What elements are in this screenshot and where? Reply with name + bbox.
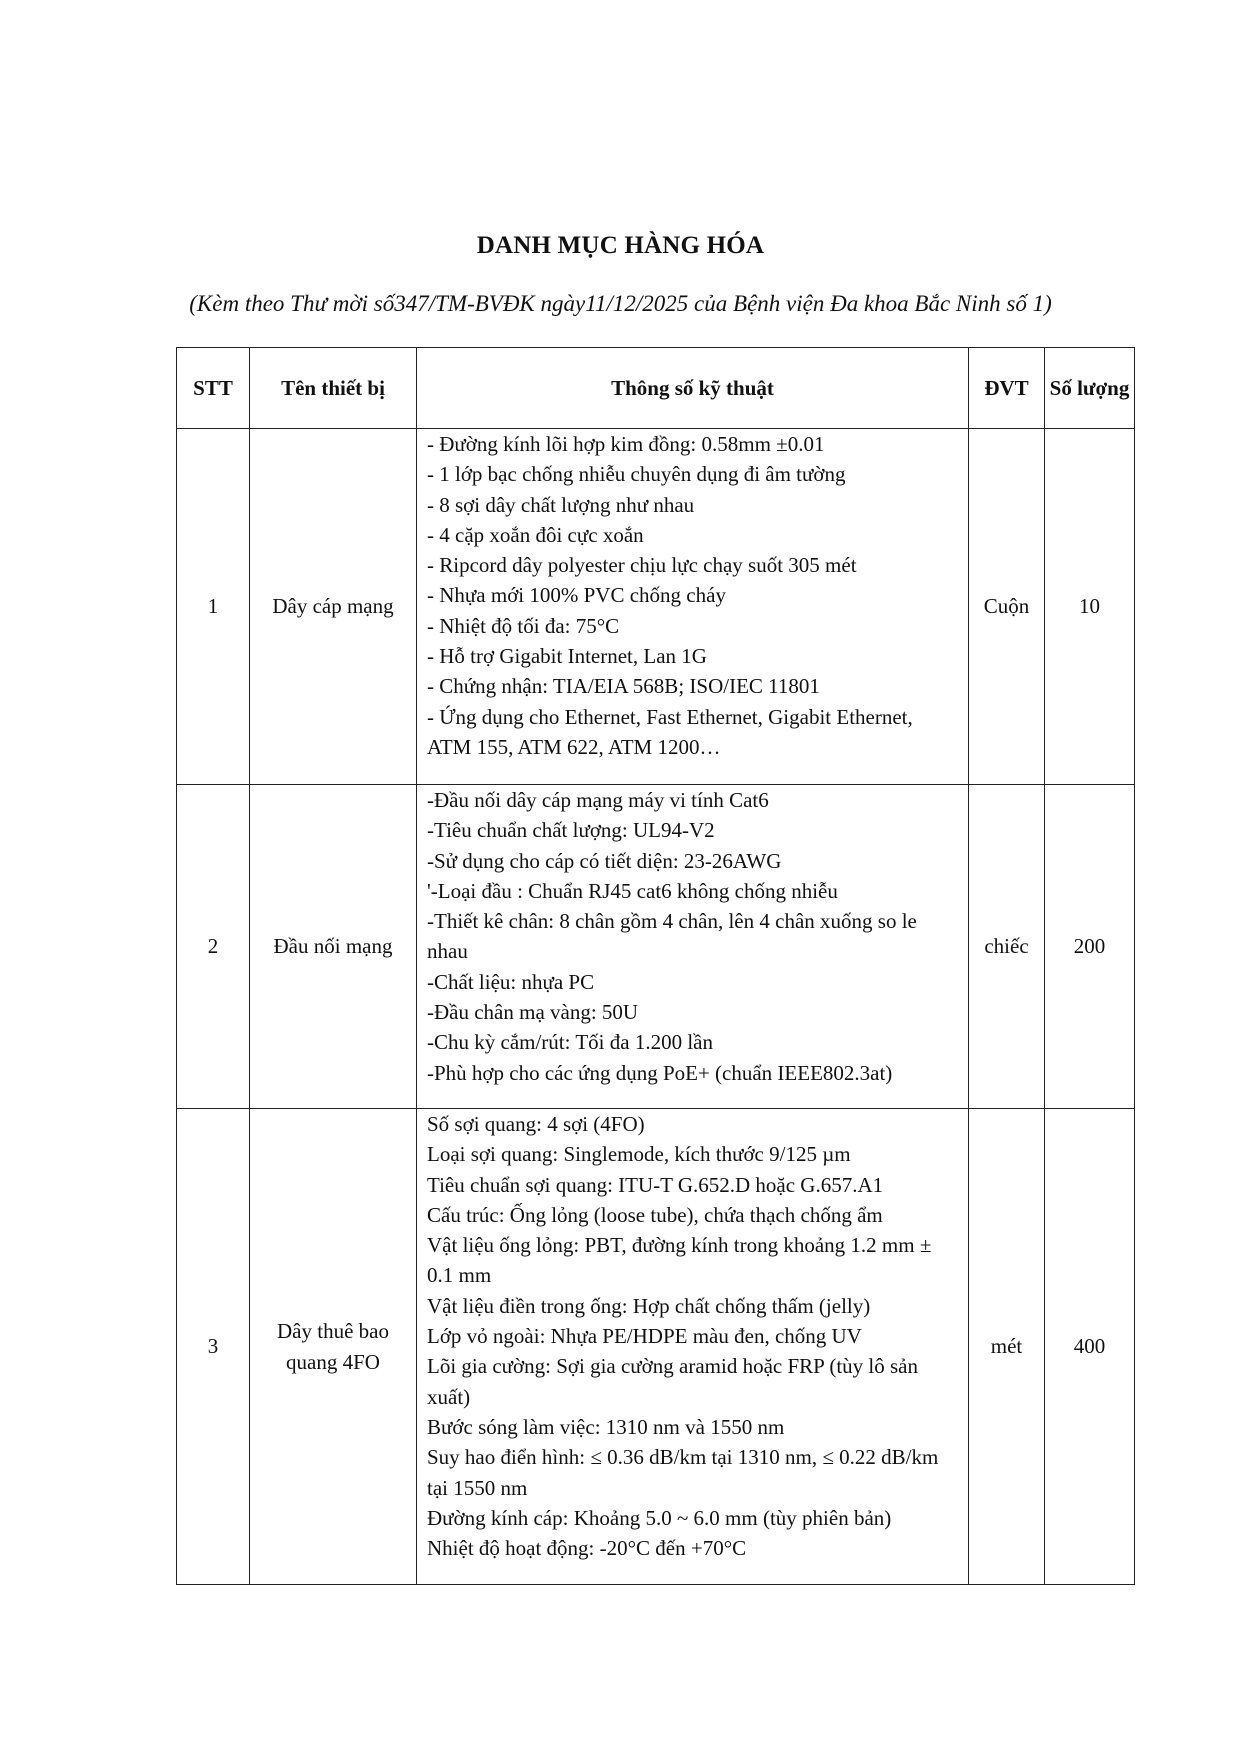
spec-line: - Nhiệt độ tối đa: 75°C <box>427 613 620 638</box>
spec-line: -Tiêu chuẩn chất lượng: UL94-V2 <box>427 818 715 843</box>
spec-line: Lõi gia cường: Sợi gia cường aramid hoặc FRP (tùy lô sản xuất) <box>427 1354 918 1409</box>
spec-line: - Ứng dụng cho Ethernet, Fast Ethernet, Gigabit Ethernet, ATM 155, ATM 622, ATM 1200… <box>427 704 913 759</box>
spec-line: - Chứng nhận: TIA/EIA 568B; ISO/IEC 11801 <box>427 674 820 699</box>
spec-line: Loại sợi quang: Singlemode, kích thước 9/125 µm <box>427 1142 851 1167</box>
spec-line: -Đầu nối dây cáp mạng máy vi tính Cat6 <box>427 788 769 812</box>
row-name: Đầu nối mạng <box>250 785 417 1109</box>
row-unit: Cuộn <box>969 429 1045 785</box>
row-name: Dây thuê bao quang 4FO <box>250 1109 417 1585</box>
row-name: Dây cáp mạng <box>250 429 417 785</box>
spec-line: - 8 sợi dây chất lượng như nhau <box>427 492 695 517</box>
spec-line: Đường kính cáp: Khoảng 5.0 ~ 6.0 mm (tùy phiên bản) <box>427 1505 892 1530</box>
spec-line: - Ripcord dây polyester chịu lực chạy suốt 305 mét <box>427 553 857 578</box>
spec-line: - 1 lớp bạc chống nhiễu chuyên dụng đi âm tường <box>427 462 846 487</box>
spec-line: - Hỗ trợ Gigabit Internet, Lan 1G <box>427 644 707 669</box>
spec-line: '-Loại đầu : Chuẩn RJ45 cat6 không chống nhiễu <box>427 878 838 903</box>
spec-line: -Sử dụng cho cáp có tiết diện: 23-26AWG <box>427 848 782 873</box>
spec-line: Số sợi quang: 4 sợi (4FO) <box>427 1112 645 1136</box>
table-header-row <box>177 348 1135 429</box>
spec-line: Tiêu chuẩn sợi quang: ITU-T G.652.D hoặc G.657.A1 <box>427 1172 884 1197</box>
spec-line: Lớp vỏ ngoài: Nhựa PE/HDPE màu đen, chống UV <box>427 1324 862 1349</box>
row-specs <box>417 1109 969 1585</box>
row-specs <box>417 429 969 785</box>
table-row <box>177 785 1135 1109</box>
row-stt: 3 <box>177 1109 250 1585</box>
spec-line: -Chất liệu: nhựa PC <box>427 969 595 994</box>
table-row <box>177 429 1135 785</box>
header-unit: ĐVT <box>969 348 1045 429</box>
spec-line: - 4 cặp xoắn đôi cực xoắn <box>427 522 644 547</box>
row-qty: 10 <box>1045 429 1135 785</box>
document-subtitle: (Kèm theo Thư mời số347/TM-BVĐK ngày11/12/2025 của Bệnh viện Đa khoa Bắc Ninh số 1) <box>189 291 1052 316</box>
header-name: Tên thiết bị <box>250 348 417 429</box>
spec-line: Vật liệu điền trong ống: Hợp chất chống thấm (jelly) <box>427 1293 871 1318</box>
header-qty: Số lượng <box>1045 348 1135 429</box>
header-stt: STT <box>177 348 250 429</box>
row-unit: mét <box>969 1109 1045 1585</box>
header-spec: Thông số kỹ thuật <box>417 348 969 429</box>
spec-line: -Thiết kê chân: 8 chân gồm 4 chân, lên 4 chân xuống so le nhau <box>427 909 917 964</box>
goods-table <box>176 347 1135 1585</box>
table-row <box>177 1109 1135 1585</box>
spec-line: -Chu kỳ cắm/rút: Tối đa 1.200 lần <box>427 1030 713 1055</box>
row-unit: chiếc <box>969 785 1045 1109</box>
spec-line: Nhiệt độ hoạt động: -20°C đến +70°C <box>427 1536 747 1561</box>
spec-line: - Nhựa mới 100% PVC chống cháy <box>427 583 726 608</box>
spec-line: -Đầu chân mạ vàng: 50U <box>427 1000 639 1025</box>
spec-line: Bước sóng làm việc: 1310 nm và 1550 nm <box>427 1414 785 1439</box>
spec-line: - Đường kính lõi hợp kim đồng: 0.58mm ±0.01 <box>427 432 825 456</box>
row-qty: 400 <box>1045 1109 1135 1585</box>
spec-line: Cấu trúc: Ống lỏng (loose tube), chứa thạch chống ẩm <box>427 1202 883 1227</box>
spec-line: Vật liệu ống lỏng: PBT, đường kính trong khoảng 1.2 mm ± 0.1 mm <box>427 1233 932 1288</box>
row-qty: 200 <box>1045 785 1135 1109</box>
row-stt: 1 <box>177 429 250 785</box>
spec-line: -Phù hợp cho các ứng dụng PoE+ (chuẩn IEEE802.3at) <box>427 1060 893 1085</box>
spec-line: Suy hao điển hình: ≤ 0.36 dB/km tại 1310 nm, ≤ 0.22 dB/km tại 1550 nm <box>427 1445 939 1500</box>
row-specs <box>417 785 969 1109</box>
row-stt: 2 <box>177 785 250 1109</box>
document-title: DANH MỤC HÀNG HÓA <box>476 232 765 259</box>
